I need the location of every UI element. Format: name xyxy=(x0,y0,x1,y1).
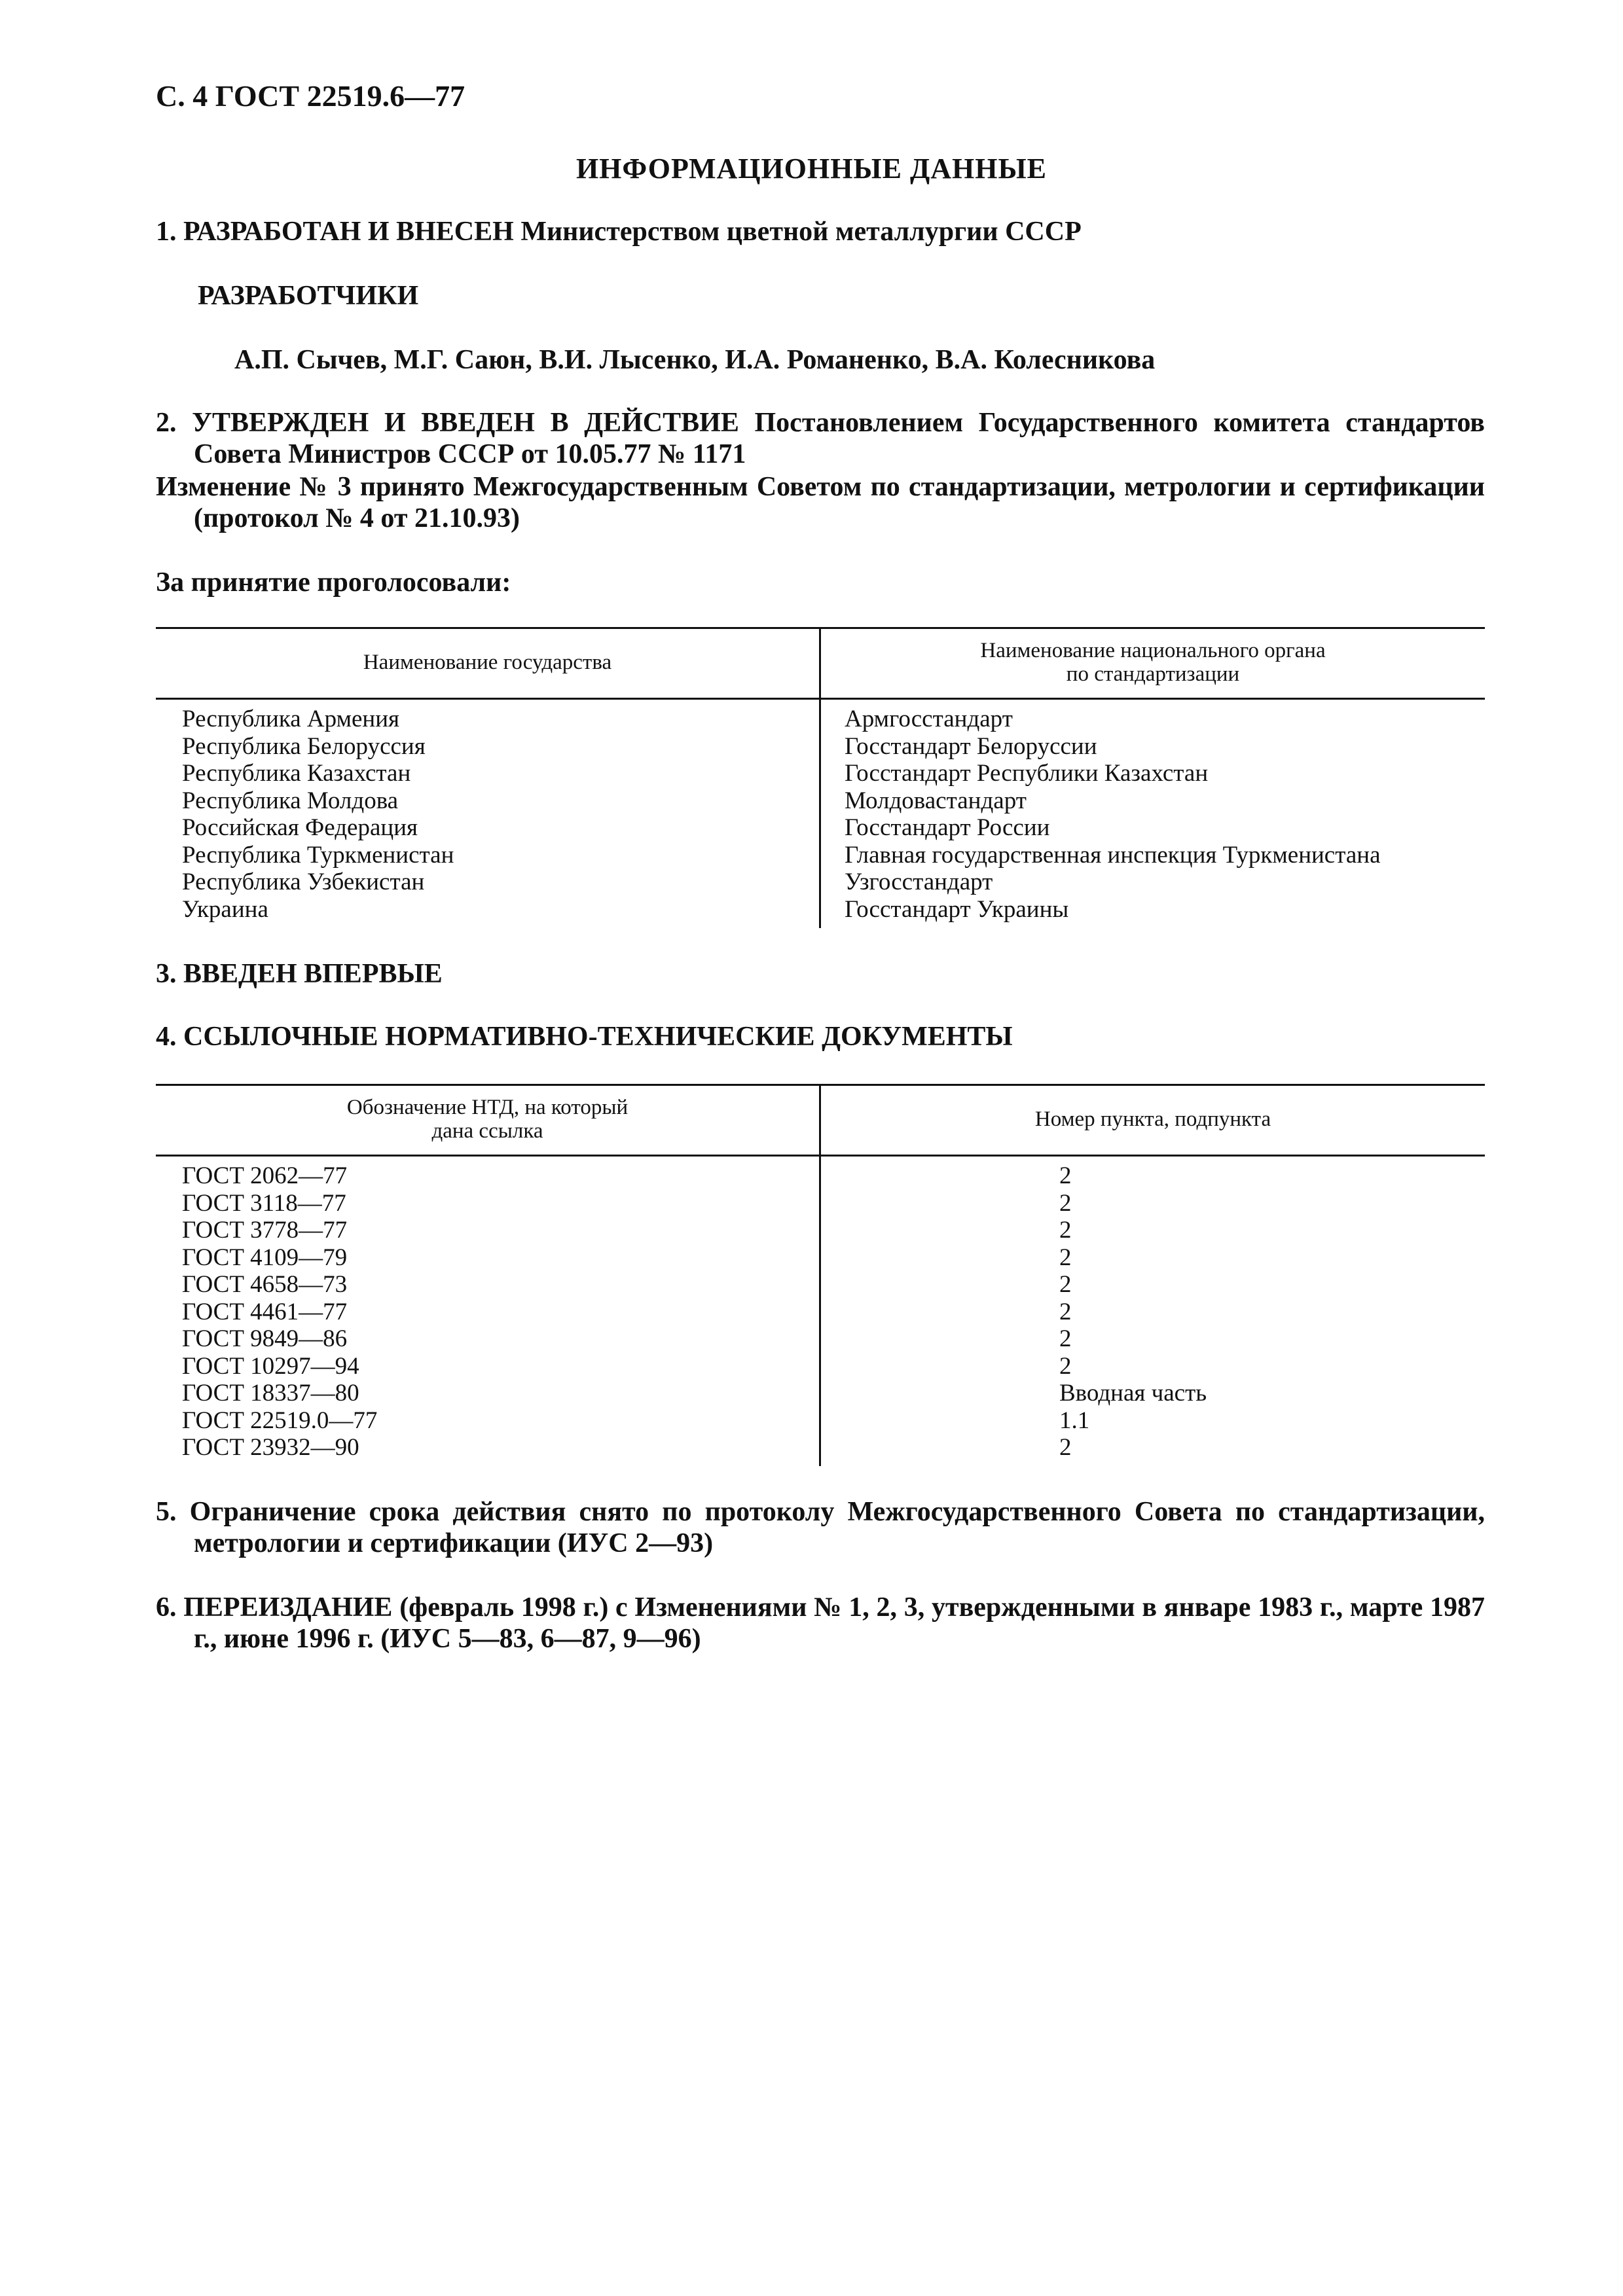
table-cell-right: Главная государственная инспекция Туркменистана xyxy=(845,841,1381,869)
change-3-text: Изменение № 3 принято Межгосударственным Советом по стандартизации, метрологии и сертификации (протокол № 4 от 21.10.93) xyxy=(156,472,1485,533)
item-6-text: (февраль 1998 г.) с Изменениями № 1, 2, 3, утвержденными в январе 1983 г., марте 1987 г., июне 1996 г. (ИУС 5—83, 6—87, 9—96) xyxy=(194,1592,1486,1654)
table-cell-right: 1.1 xyxy=(1059,1407,1090,1434)
item-4 xyxy=(156,1021,1013,1052)
item-1-heading: РАЗРАБОТАН И ВНЕСЕН xyxy=(183,217,514,247)
item-6-heading: ПЕРЕИЗДАНИЕ xyxy=(183,1592,393,1623)
table-cell-left: ГОСТ 3778—77 xyxy=(182,1217,348,1244)
column-header-state: Наименование государства xyxy=(363,651,612,674)
table-cell-right: 2 xyxy=(1059,1217,1072,1244)
table-cell-left: ГОСТ 4658—73 xyxy=(182,1271,348,1298)
item-4-text: ССЫЛОЧНЫЕ НОРМАТИВНО-ТЕХНИЧЕСКИЕ ДОКУМЕНТЫ xyxy=(183,1022,1013,1052)
table-cell-left: ГОСТ 23932—90 xyxy=(182,1434,359,1461)
column-header-document-line1: Обозначение НТД, на который xyxy=(346,1096,629,1119)
references-table xyxy=(156,1084,1485,1466)
table-cell-right: 2 xyxy=(1059,1162,1072,1189)
column-header-body-line1: Наименование национального органа xyxy=(980,639,1326,662)
states-table xyxy=(156,627,1485,928)
table-cell-left: Республика Белоруссия xyxy=(182,732,426,760)
table-cell-left: ГОСТ 2062—77 xyxy=(182,1162,348,1189)
table-column-divider xyxy=(819,1084,821,1466)
table-cell-right: 2 xyxy=(1059,1189,1072,1217)
item-1-text: Министерством цветной металлургии СССР xyxy=(520,217,1082,247)
table-cell-left: Украина xyxy=(182,895,268,923)
item-3-text: ВВЕДЕН ВПЕРВЫЕ xyxy=(183,959,443,989)
table-cell-left: Республика Казахстан xyxy=(182,760,411,787)
item-2-text: Постановлением Государственного комитета стандартов Совета Министров СССР от 10.05.77 № 1171 xyxy=(194,408,1485,469)
page-header: С. 4 ГОСТ 22519.6—77 xyxy=(156,79,465,113)
table-cell-right: Госстандарт Республики Казахстан xyxy=(845,760,1209,787)
item-4-number: 4. xyxy=(156,1022,177,1052)
developers-list: А.П. Сычев, М.Г. Саюн, В.И. Лысенко, И.А. Романенко, В.А. Колесникова xyxy=(234,345,1156,375)
item-1 xyxy=(156,216,1485,247)
column-header-document xyxy=(156,1096,819,1143)
item-5-text: Ограничение срока действия снято по протоколу Межгосударственного Совета по стандартизации, метрологии и сертификации (ИУС 2—93) xyxy=(189,1497,1486,1558)
table-cell-right: Армгосстандарт xyxy=(845,706,1013,732)
table-cell-right: Вводная часть xyxy=(1059,1380,1207,1407)
column-header-clause: Номер пункта, подпункта xyxy=(1034,1107,1271,1131)
table-cell-right: 2 xyxy=(1059,1298,1072,1325)
item-5-number: 5. xyxy=(156,1497,177,1527)
table-cell-right: 2 xyxy=(1059,1352,1072,1380)
column-header-document-line2: дана ссылка xyxy=(431,1119,543,1143)
table-cell-right: Узгосстандарт xyxy=(845,869,993,895)
developers-label: РАЗРАБОТЧИКИ xyxy=(198,281,419,311)
item-2-heading: УТВЕРЖДЕН И ВВЕДЕН В ДЕЙСТВИЕ xyxy=(192,408,739,438)
table-cell-right: Госстандарт Белоруссии xyxy=(845,732,1097,760)
table-cell-right: 2 xyxy=(1059,1434,1072,1461)
table-cell-right: 2 xyxy=(1059,1244,1072,1271)
item-6 xyxy=(156,1592,1485,1655)
table-cell-right: Госстандарт России xyxy=(845,814,1050,841)
voted-label: За принятие проголосовали: xyxy=(156,567,511,598)
table-cell-left: Республика Молдова xyxy=(182,787,399,814)
table-cell-left: ГОСТ 4461—77 xyxy=(182,1298,348,1325)
table-cell-left: ГОСТ 9849—86 xyxy=(182,1325,348,1352)
table-cell-right: Молдовастандарт xyxy=(845,787,1027,814)
table-cell-left: ГОСТ 3118—77 xyxy=(182,1189,346,1217)
table-cell-left: ГОСТ 10297—94 xyxy=(182,1352,359,1380)
table-cell-left: ГОСТ 4109—79 xyxy=(182,1244,348,1271)
table-cell-left: Российская Федерация xyxy=(182,814,418,841)
table-cell-right: 2 xyxy=(1059,1325,1072,1352)
change-3-note xyxy=(156,471,1485,534)
table-cell-left: ГОСТ 22519.0—77 xyxy=(182,1407,378,1434)
table-cell-left: ГОСТ 18337—80 xyxy=(182,1380,359,1407)
item-3 xyxy=(156,958,443,990)
column-header-body xyxy=(821,639,1485,686)
item-2 xyxy=(156,407,1485,470)
item-5 xyxy=(156,1496,1485,1559)
table-cell-right: Госстандарт Украины xyxy=(845,895,1069,923)
table-cell-left: Республика Армения xyxy=(182,706,400,732)
column-header-body-line2: по стандартизации xyxy=(1066,662,1240,686)
table-cell-left: Республика Туркменистан xyxy=(182,841,454,869)
page-title: ИНФОРМАЦИОННЫЕ ДАННЫЕ xyxy=(575,152,1048,185)
item-1-number: 1. xyxy=(156,217,177,247)
table-cell-right: 2 xyxy=(1059,1271,1072,1298)
item-3-number: 3. xyxy=(156,959,177,989)
table-cell-left: Республика Узбекистан xyxy=(182,869,425,895)
item-2-number: 2. xyxy=(156,408,177,438)
item-6-number: 6. xyxy=(156,1592,177,1623)
